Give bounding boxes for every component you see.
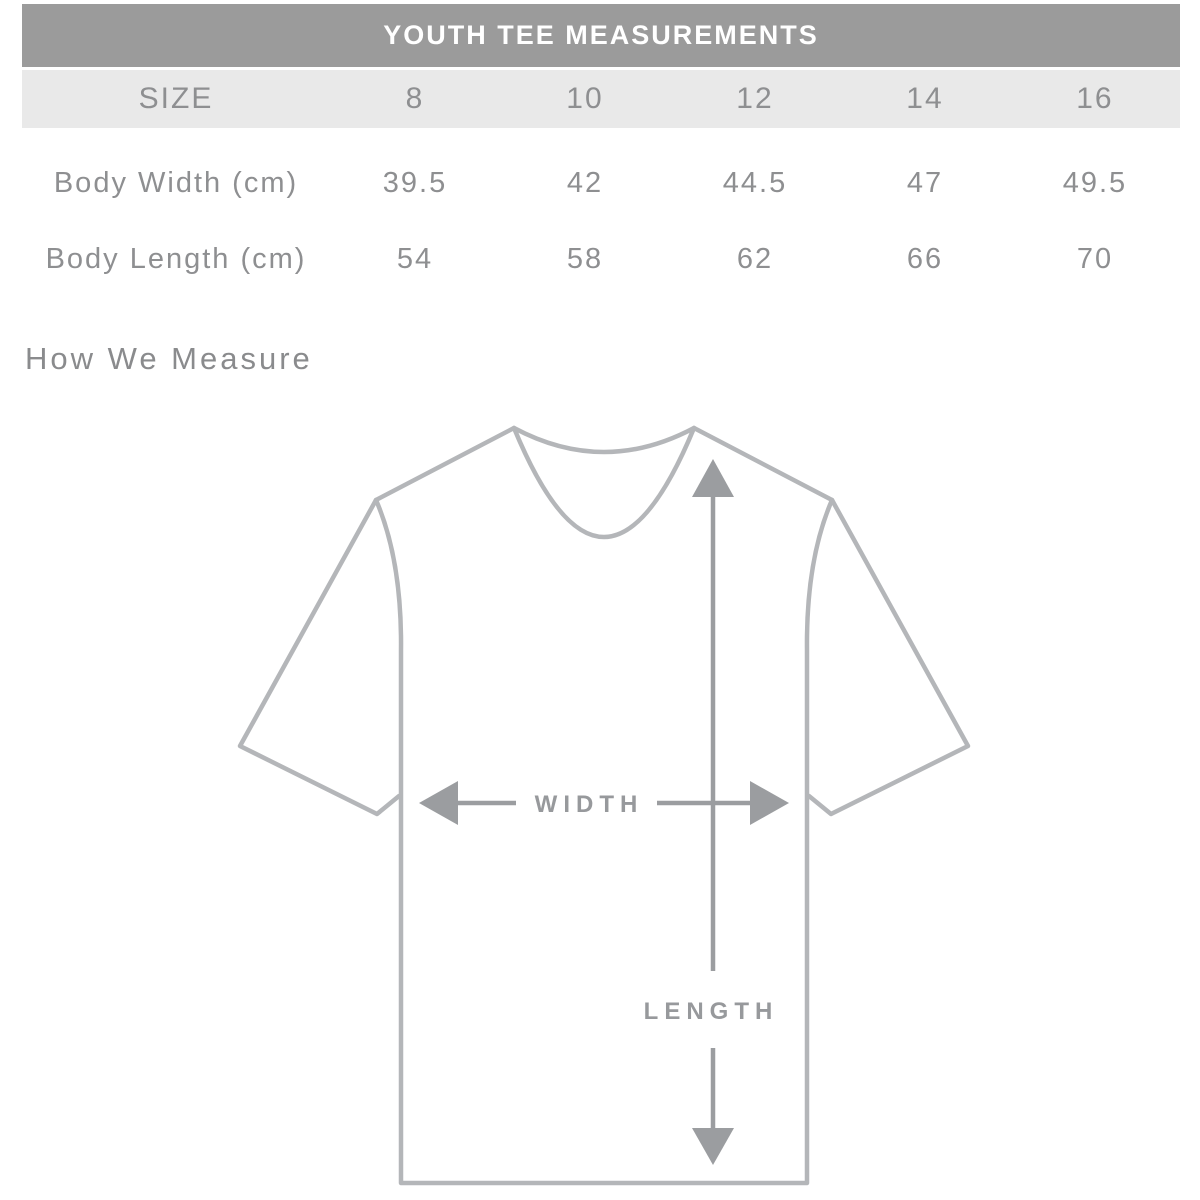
length-arrowhead-top-icon xyxy=(692,459,734,497)
cell-value: 58 xyxy=(566,242,604,275)
table-title-bar xyxy=(22,4,1180,67)
width-arrowhead-left-icon xyxy=(419,781,458,825)
width-arrow xyxy=(419,781,789,825)
size-header-label: SIZE xyxy=(138,82,214,115)
length-arrow-label: LENGTH xyxy=(643,998,779,1025)
measurements-table xyxy=(22,4,1180,297)
width-arrowhead-right-icon xyxy=(750,781,789,825)
size-value: 16 xyxy=(1076,82,1114,115)
cell-value: 42 xyxy=(566,166,604,199)
table-title: YOUTH TEE MEASUREMENTS xyxy=(383,20,819,50)
cell-value: 54 xyxy=(396,242,434,275)
cell-value: 62 xyxy=(736,242,774,275)
size-value: 8 xyxy=(405,82,425,115)
table-row xyxy=(22,221,1180,297)
cell-value: 70 xyxy=(1076,242,1114,275)
section-heading: How We Measure xyxy=(25,341,313,376)
size-value: 12 xyxy=(736,82,774,115)
tshirt-body-outline xyxy=(376,500,832,1183)
cell-value: 66 xyxy=(906,242,944,275)
length-arrowhead-bottom-icon xyxy=(692,1128,734,1165)
row-label: Body Length (cm) xyxy=(45,242,307,275)
tshirt-neckline-outer xyxy=(514,428,694,537)
width-arrow-label: WIDTH xyxy=(534,791,644,818)
tshirt-right-sleeve xyxy=(694,428,968,814)
size-value: 10 xyxy=(566,82,604,115)
cell-value: 49.5 xyxy=(1062,166,1128,199)
cell-value: 44.5 xyxy=(722,166,788,199)
cell-value: 47 xyxy=(906,166,944,199)
tshirt-collar-inner xyxy=(514,428,694,452)
table-row xyxy=(22,145,1180,221)
size-header-row xyxy=(22,70,1180,128)
tshirt-measure-diagram xyxy=(0,400,1200,1200)
cell-value: 39.5 xyxy=(382,166,448,199)
tshirt-left-sleeve xyxy=(240,428,514,814)
size-value: 14 xyxy=(906,82,944,115)
row-label: Body Width (cm) xyxy=(53,166,299,199)
